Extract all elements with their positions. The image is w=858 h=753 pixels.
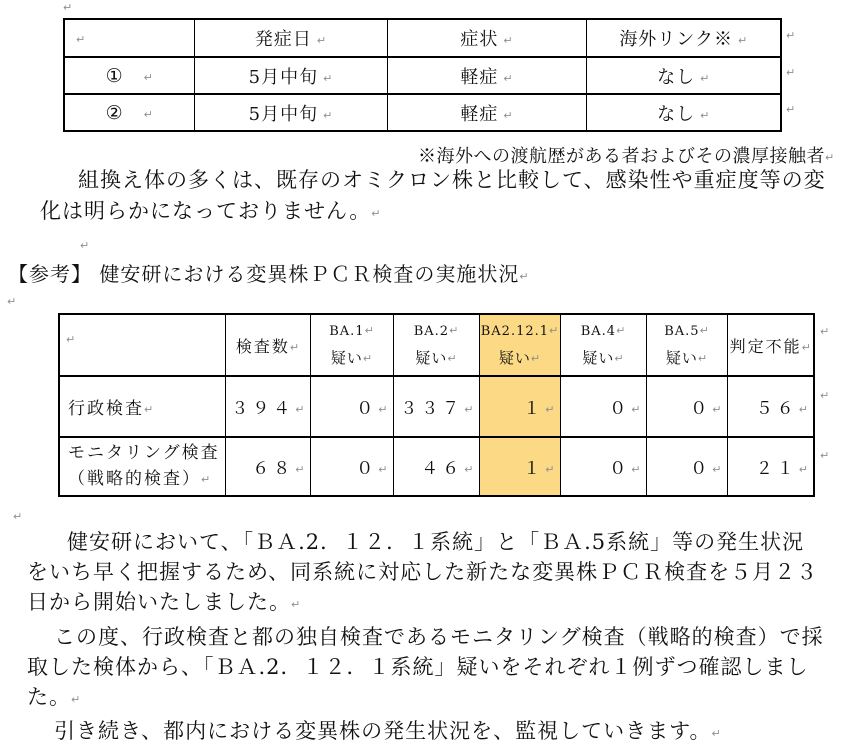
body-line: 健安研において、「ＢＡ.2．１２．１系統」と「ＢＡ.5系統」等の発生状況 <box>67 530 805 554</box>
case-1-id <box>64 57 194 94</box>
paragraph-mark: ↵ <box>530 351 541 365</box>
case-2-id <box>64 94 194 131</box>
admin-ba1-count: ０↵ <box>310 376 393 437</box>
pcr-test-table <box>58 313 815 497</box>
paragraph-mark: ↵ <box>825 151 835 164</box>
admin-test-row <box>59 376 814 437</box>
paragraph-mark: ↵ <box>323 71 333 85</box>
header-undeterminable <box>727 314 814 376</box>
body-text: 日から開始いたしました。 <box>27 590 291 615</box>
monitoring-ba5-count: ０↵ <box>646 437 727 496</box>
paragraph-mark: ↵ <box>737 34 748 47</box>
cell-value: 5月中旬 <box>248 103 319 125</box>
paragraph-mark: ↵ <box>7 295 17 308</box>
header-onset-date <box>194 19 387 57</box>
paragraph-mark: ↵ <box>820 449 830 462</box>
monitoring-test-count: ６８↵ <box>225 437 310 496</box>
monitoring-test-label <box>59 437 225 496</box>
paragraph-text: 化は明らかになっておりません。 <box>40 199 372 223</box>
paragraph-mark: ↵ <box>295 463 305 476</box>
header-label: 海外リンク※ <box>619 29 733 50</box>
paragraph-mark: ↵ <box>464 403 474 416</box>
paragraph-mark: ↵ <box>697 351 708 365</box>
header-ba2-12-1 <box>479 314 560 376</box>
paragraph-mark: ↵ <box>464 463 474 476</box>
cell-value: 5月中旬 <box>248 66 319 88</box>
body-line <box>27 716 824 750</box>
paragraph-mark: ↵ <box>371 207 381 220</box>
admin-ba2-12-1-count: １↵ <box>479 376 560 437</box>
admin-undet-count: ５６↵ <box>727 376 814 437</box>
case-number: ② <box>105 101 124 124</box>
monitoring-undet-count: ２１↵ <box>727 437 814 496</box>
header-label: 判定不能 <box>729 336 802 356</box>
header-label: 症状 <box>460 29 499 50</box>
body-text: 引き続き、都内における変異株の発生状況を、監視していきます。 <box>54 719 712 744</box>
admin-test-label: 行政検査↵ <box>59 376 225 437</box>
case-2-onset <box>194 94 387 131</box>
admin-ba2-count: ３３７↵ <box>393 376 479 437</box>
table-row <box>64 57 781 94</box>
header-test-count <box>225 314 310 376</box>
paragraph-mark: ↵ <box>549 323 559 337</box>
paragraph-mark: ↵ <box>801 340 811 354</box>
footnote-text: ※海外への渡航歴がある者およびその濃厚接触者 <box>418 146 825 167</box>
case-number: ① <box>105 64 124 87</box>
cell-value: なし <box>657 66 696 88</box>
label-line: モニタリング検査 <box>68 442 220 463</box>
monitoring-ba1-count: ０↵ <box>310 437 393 496</box>
header-blank <box>64 19 194 57</box>
paragraph-mark: ↵ <box>503 34 513 47</box>
paragraph-mark: ↵ <box>798 463 808 476</box>
header-line: BA.5↵ <box>647 318 727 345</box>
paragraph-mark: ↵ <box>712 403 722 416</box>
paragraph-mark: ↵ <box>143 107 153 121</box>
header-line: 疑い↵ <box>480 345 560 373</box>
header-overseas-link <box>586 19 781 57</box>
paragraph-mark: ↵ <box>316 34 327 47</box>
paragraph-mark: ↵ <box>71 693 81 707</box>
paragraph-mark: ↵ <box>144 403 154 416</box>
cell-value: 軽症 <box>460 103 499 125</box>
recombinant-paragraph <box>40 165 826 230</box>
paragraph-mark: ↵ <box>631 463 641 476</box>
paragraph-mark: ↵ <box>143 70 153 84</box>
header-line: BA.2↵ <box>394 318 479 345</box>
cell-value: なし <box>657 103 696 125</box>
paragraph-mark: ↵ <box>820 325 830 338</box>
header-symptom <box>387 19 586 57</box>
header-line: BA.1↵ <box>311 318 393 345</box>
paragraph-mark: ↵ <box>364 323 374 337</box>
paragraph-mark: ↵ <box>447 351 457 365</box>
paragraph-mark: ↵ <box>503 108 513 122</box>
paragraph-mark: ↵ <box>798 403 808 416</box>
label-line: （戦略的検査）↵ <box>68 466 225 494</box>
monitoring-ba2-count: ４６↵ <box>393 437 479 496</box>
paragraph-mark: ↵ <box>631 403 641 416</box>
table-row <box>59 314 814 376</box>
paragraph-mark: ↵ <box>786 103 796 116</box>
paragraph-mark: ↵ <box>449 323 459 337</box>
header-label: 検査数 <box>235 336 290 356</box>
paragraph-mark: ↵ <box>616 323 626 337</box>
case-1-onset <box>194 57 387 94</box>
case-2-symptom <box>387 94 586 131</box>
paragraph-mark: ↵ <box>378 463 388 476</box>
header-line: BA2.12.1↵ <box>480 318 560 345</box>
monitoring-ba2-12-1-count: １↵ <box>479 437 560 496</box>
paragraph-mark: ↵ <box>291 598 301 612</box>
monitoring-test-row <box>59 437 814 496</box>
header-line: 疑い↵ <box>647 345 727 373</box>
header-line: BA.4↵ <box>561 318 646 345</box>
paragraph-mark: ↵ <box>712 463 722 476</box>
paragraph-mark: ↵ <box>13 510 23 523</box>
paragraph-mark: ↵ <box>289 340 300 354</box>
paragraph-mark: ↵ <box>503 71 513 85</box>
paragraph-mark: ↵ <box>323 108 333 122</box>
header-line: 疑い↵ <box>394 345 479 373</box>
paragraph-mark: ↵ <box>700 108 710 122</box>
header-ba5 <box>646 314 727 376</box>
paragraph-mark: ↵ <box>820 389 830 402</box>
case-1-symptom <box>387 57 586 94</box>
paragraph-mark: ↵ <box>700 71 710 85</box>
body-line <box>27 682 824 716</box>
paragraph-line: 組換え体の多くは、既存のオミクロン株と比較して、感染性や重症度等の変 <box>78 168 826 192</box>
body-line: をいち早く把握するため、同系統に対応した新たな変異株ＰＣＲ検査を５月２３ <box>27 560 819 585</box>
cell-value: 軽症 <box>460 66 499 88</box>
heading-text: 【参考】 健安研における変異株ＰＣＲ検査の実施状況 <box>8 262 520 286</box>
body-line <box>27 587 824 621</box>
case-summary-table <box>63 18 782 132</box>
paragraph-mark: ↵ <box>519 270 529 283</box>
body-text: た。 <box>27 685 71 710</box>
paragraph-mark: ↵ <box>362 351 373 365</box>
paragraph-mark: ↵ <box>786 66 796 79</box>
paragraph-mark: ↵ <box>614 351 624 365</box>
admin-ba5-count: ０↵ <box>646 376 727 437</box>
paragraph-mark: ↵ <box>76 32 86 46</box>
body-paragraphs <box>27 527 824 750</box>
header-ba1 <box>310 314 393 376</box>
case-2-overseas <box>586 94 781 131</box>
paragraph-mark: ↵ <box>295 403 305 416</box>
paragraph-line <box>40 196 826 230</box>
table-row <box>64 94 781 131</box>
header-ba4 <box>560 314 646 376</box>
paragraph-mark: ↵ <box>66 333 76 346</box>
header-ba2 <box>393 314 479 376</box>
case-1-overseas <box>586 57 781 94</box>
paragraph-mark: ↵ <box>378 403 388 416</box>
table-row <box>64 19 781 57</box>
paragraph-mark: ↵ <box>786 29 796 42</box>
header-line: 疑い↵ <box>561 345 646 373</box>
admin-test-count: ３９４↵ <box>225 376 310 437</box>
monitoring-ba4-count: ０↵ <box>560 437 646 496</box>
paragraph-mark: ↵ <box>699 323 709 337</box>
body-line: この度、行政検査と都の独自検査であるモニタリング検査（戦略的検査）で採 <box>54 624 824 649</box>
paragraph-mark: ↵ <box>545 403 555 416</box>
header-line: 疑い↵ <box>311 345 393 373</box>
paragraph-mark: ↵ <box>80 239 90 252</box>
paragraph-mark: ↵ <box>545 463 555 476</box>
paragraph-mark: ↵ <box>63 1 73 14</box>
header-label: 発症日 <box>254 29 312 50</box>
header-blank <box>59 314 225 376</box>
paragraph-mark: ↵ <box>711 727 721 741</box>
body-line: 取した検体から、「ＢＡ.2．１２．１系統」疑いをそれぞれ１例ずつ確認しまし <box>27 654 809 679</box>
paragraph-mark: ↵ <box>201 472 211 486</box>
admin-ba4-count: ０↵ <box>560 376 646 437</box>
reference-heading <box>8 258 529 287</box>
